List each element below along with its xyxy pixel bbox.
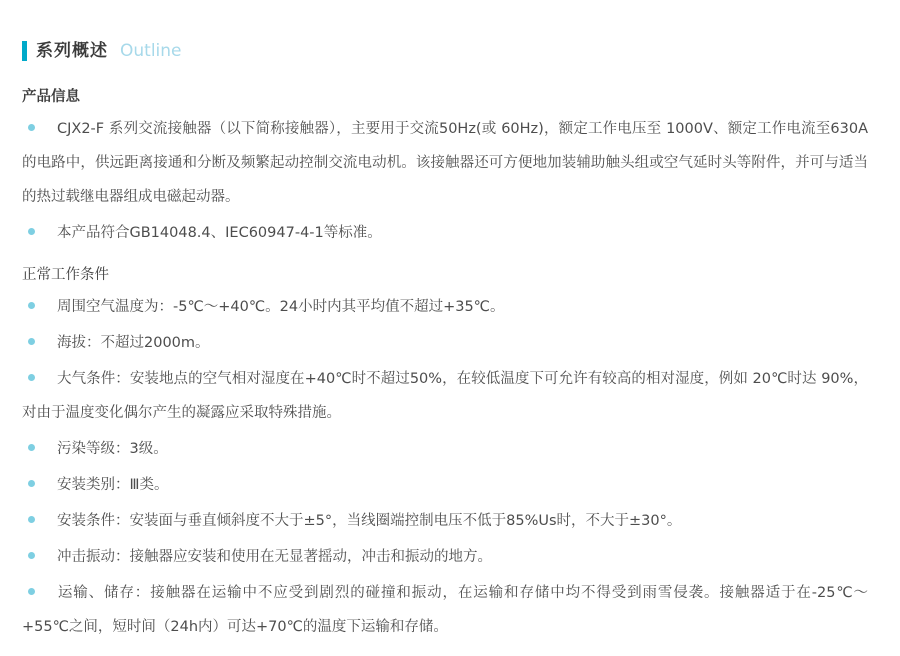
product-info-list xyxy=(22,112,868,250)
list-item xyxy=(22,504,868,538)
list-item-text: 周围空气温度为：-5℃～+40℃。24小时内其平均值不超过+35℃。 xyxy=(57,299,505,315)
list-item xyxy=(22,468,868,502)
list-item-text: 污染等级：3级。 xyxy=(57,441,168,457)
bullet-icon xyxy=(28,124,35,131)
list-item-text: 海拔：不超过2000m。 xyxy=(57,335,210,351)
section-title-cn: 系列概述 xyxy=(36,41,108,61)
accent-bar-icon xyxy=(22,41,27,61)
bullet-icon xyxy=(28,588,35,595)
bullet-icon xyxy=(28,374,35,381)
section-title-en: Outline xyxy=(120,41,182,61)
list-item xyxy=(22,362,868,430)
list-item xyxy=(22,432,868,466)
subsection-heading-working-conditions: 正常工作条件 xyxy=(22,267,109,283)
bullet-icon xyxy=(28,552,35,559)
list-item xyxy=(22,290,868,324)
list-item-text: 安装类别：Ⅲ类。 xyxy=(57,477,169,493)
bullet-icon xyxy=(28,480,35,487)
bullet-icon xyxy=(28,302,35,309)
bullet-icon xyxy=(28,516,35,523)
subsection-heading-product-info: 产品信息 xyxy=(22,89,80,105)
list-item xyxy=(22,112,868,214)
bullet-icon xyxy=(28,338,35,345)
list-item-text: CJX2-F 系列交流接触器（以下简称接触器），主要用于交流50Hz(或 60Hz)，额定工作电压至 1000V、额定工作电流至630A的电路中，供远距离接通和分断及频繁起动控制交流电动机。该接触器还可方便地加装辅助触头组或空气延时头等附件，并可与适当的热过载继电器组成电磁起动器。 xyxy=(22,121,868,205)
list-item-text: 本产品符合GB14048.4、IEC60947-4-1等标准。 xyxy=(57,225,382,241)
list-item xyxy=(22,326,868,360)
list-item xyxy=(22,216,868,250)
list-item xyxy=(22,576,868,644)
list-item-text: 运输、储存：接触器在运输中不应受到剧烈的碰撞和振动，在运输和存储中均不得受到雨雪侵袭。接触器适于在-25℃～+55℃之间，短时间（24h内）可达+70℃的温度下运输和存储。 xyxy=(22,585,868,635)
working-conditions-list xyxy=(22,290,868,644)
bullet-icon xyxy=(28,228,35,235)
list-item xyxy=(22,540,868,574)
list-item-text: 冲击振动：接触器应安装和使用在无显著摇动，冲击和振动的地方。 xyxy=(57,549,492,565)
list-item-text: 大气条件：安装地点的空气相对湿度在+40℃时不超过50%，在较低温度下可允许有较高的相对湿度，例如 20℃时达 90%，对由于温度变化偶尔产生的凝露应采取特殊措施。 xyxy=(22,371,868,421)
bullet-icon xyxy=(28,444,35,451)
section-header xyxy=(22,40,868,62)
list-item-text: 安装条件：安装面与垂直倾斜度不大于±5°，当线圈端控制电压不低于85%Us时，不大于±30°。 xyxy=(57,513,682,529)
